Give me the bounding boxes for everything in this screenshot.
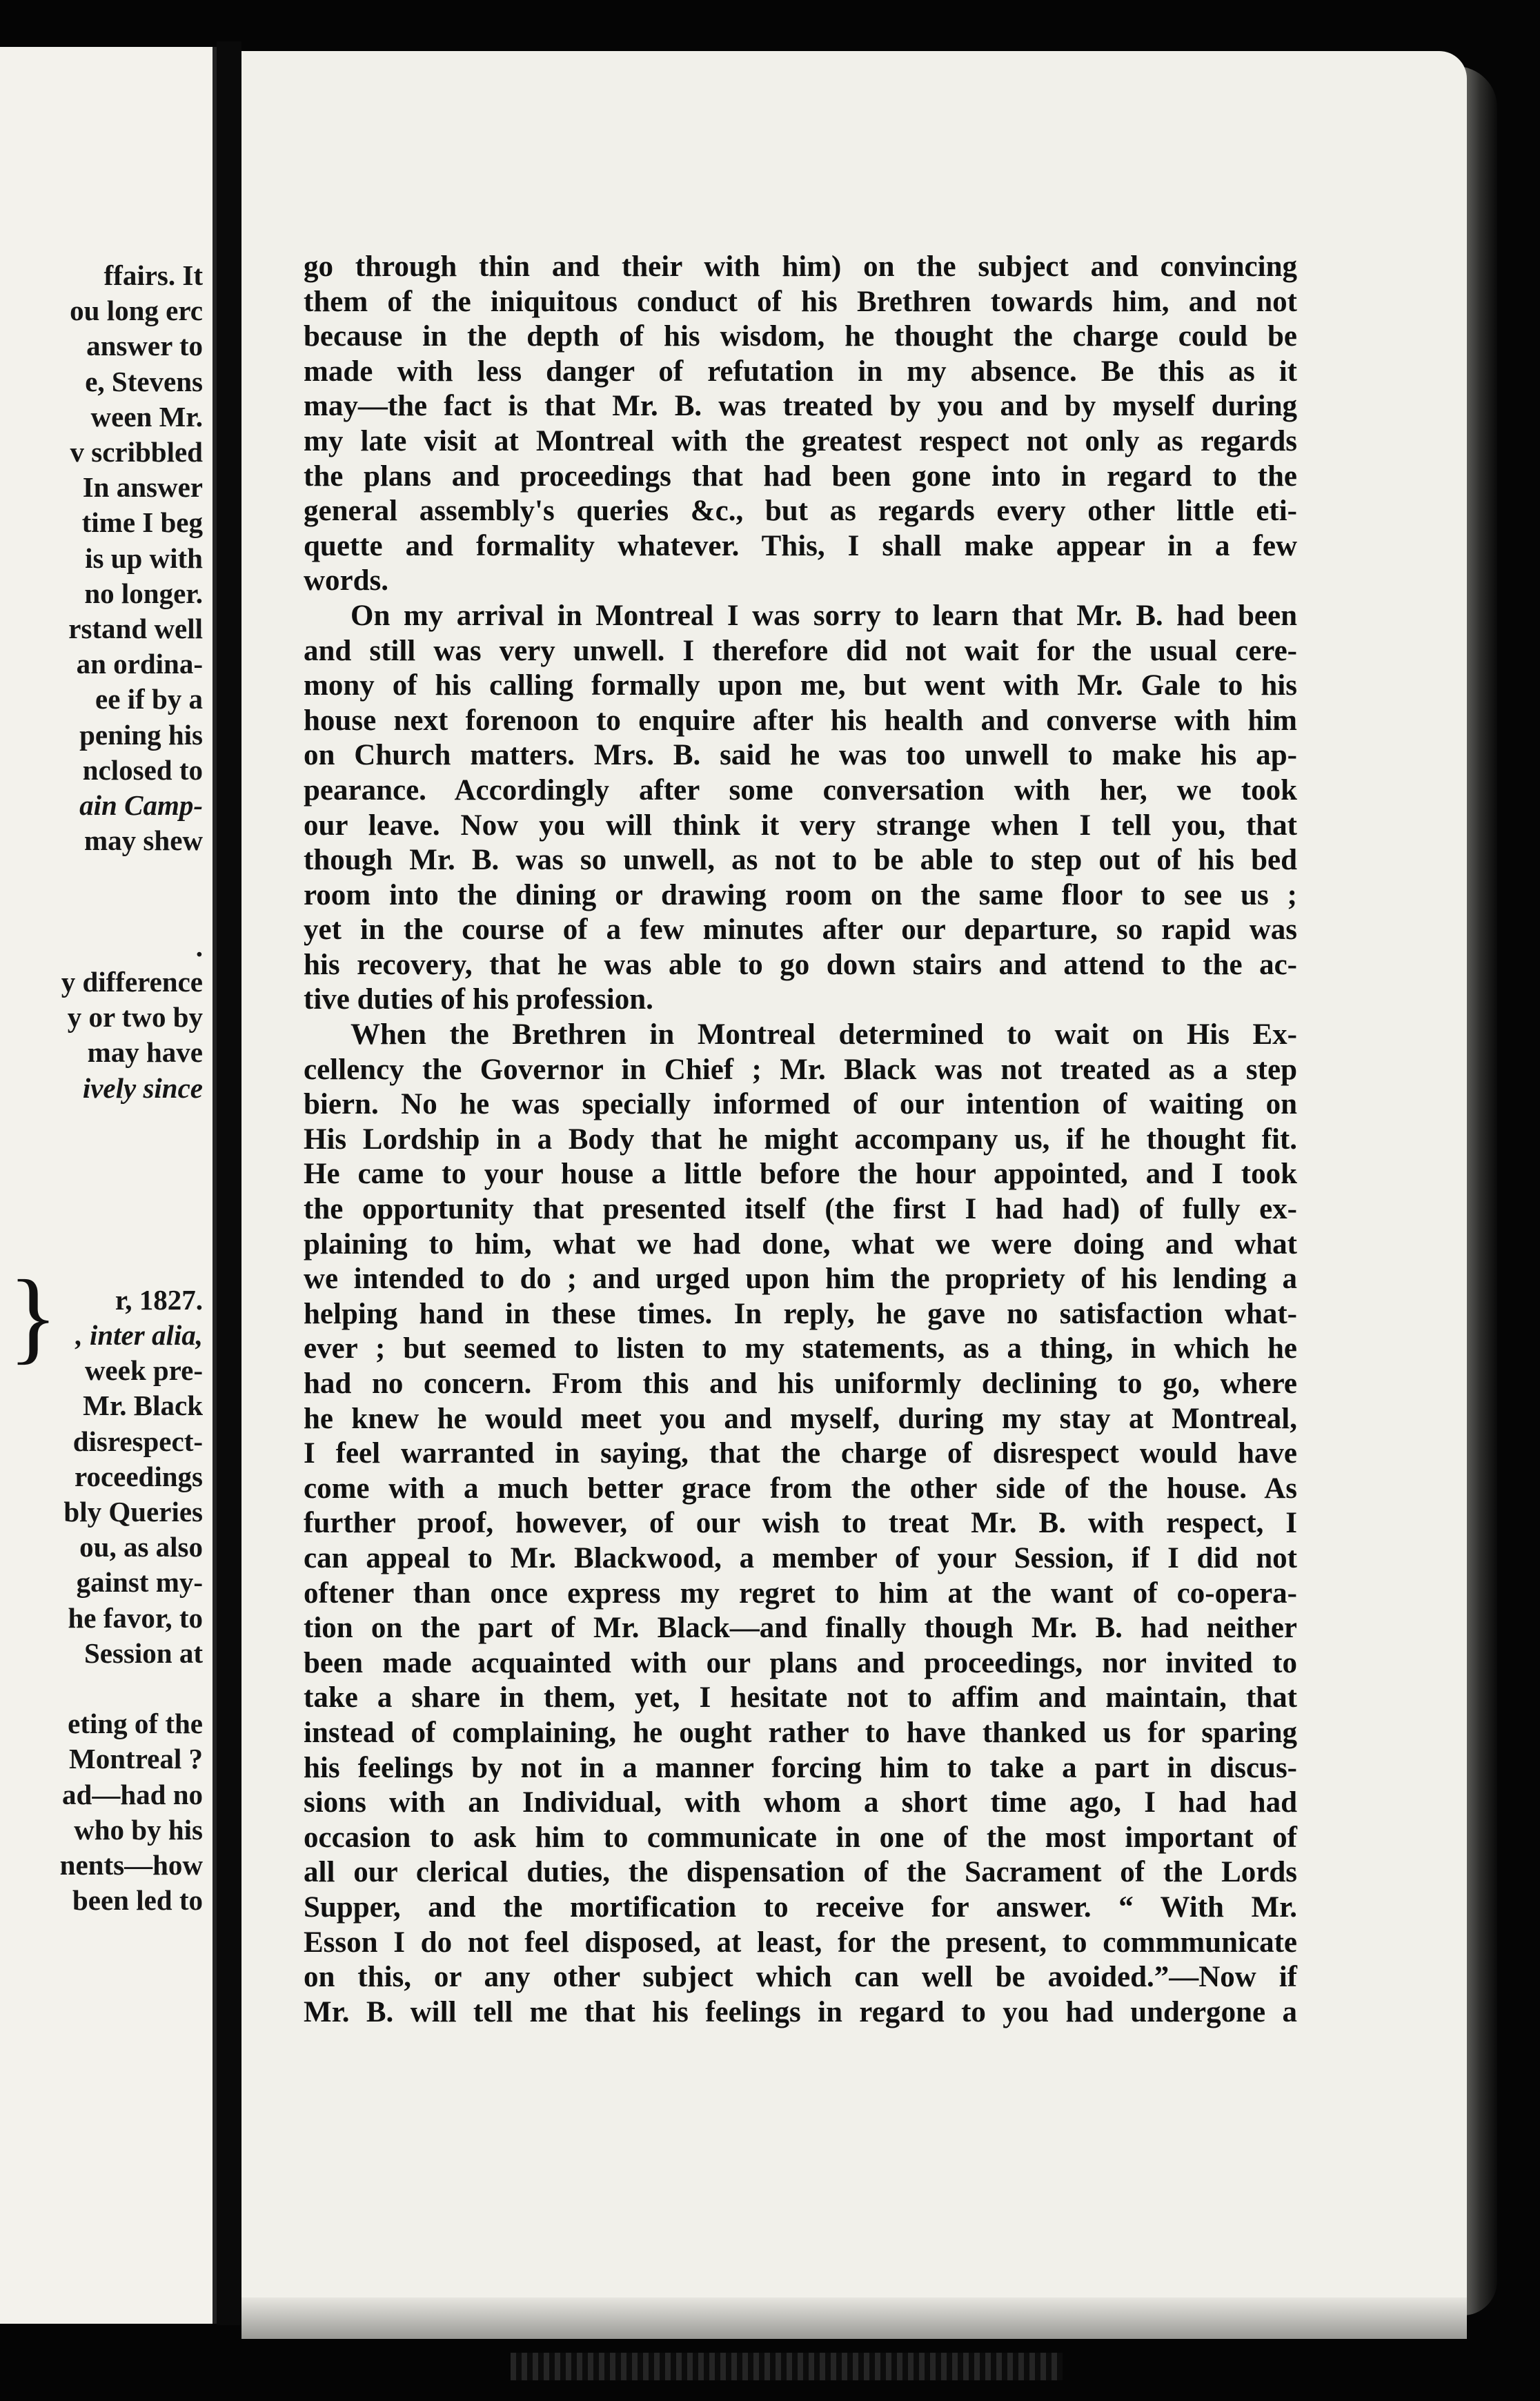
text-line: had no concern. From this and his uniformly declining to go, where xyxy=(304,1367,1297,1400)
text-line: made with less danger of refutation in my absence. Be this as it xyxy=(304,355,1297,388)
text-line: oftener than once express my regret to him at the want of co-opera- xyxy=(304,1577,1297,1610)
paragraph-start-line: When the Brethren in Montreal determined to wait on His Ex- xyxy=(351,1018,1297,1051)
left-page-line: week pre- xyxy=(84,1354,203,1387)
left-page-line: no longer. xyxy=(84,577,203,609)
page-bottom-edge xyxy=(241,2298,1467,2339)
left-page-line: ively since xyxy=(82,1071,203,1104)
text-line: come with a much better grace from the other side of the house. As xyxy=(304,1472,1297,1505)
text-line: on this, or any other subject which can well be avoided.”—Now if xyxy=(304,1961,1297,1994)
left-page-line: y difference xyxy=(61,966,203,998)
paragraph-start-line: On my arrival in Montreal I was sorry to learn that Mr. B. had been xyxy=(351,599,1297,632)
binding-strip xyxy=(511,2353,1063,2380)
text-line: tion on the part of Mr. Black—and finally though Mr. B. had neither xyxy=(304,1612,1297,1645)
left-page-line: ou long erc xyxy=(70,295,203,327)
text-line: room into the dining or drawing room on the same floor to see us ; xyxy=(304,878,1297,911)
left-page-line: gainst my- xyxy=(76,1566,203,1599)
left-page-line: who by his xyxy=(74,1813,203,1846)
text-line: our leave. Now you will think it very strange when I tell you, that xyxy=(304,809,1297,842)
left-page-line: nclosed to xyxy=(82,753,203,786)
left-page-line: ween Mr. xyxy=(90,400,203,433)
text-line: his feelings by not in a manner forcing him to take a part in discus- xyxy=(304,1751,1297,1784)
left-page-line: ffairs. It xyxy=(103,259,203,291)
text-line: words. xyxy=(304,564,389,597)
text-line: the opportunity that presented itself (the first I had had) of fully ex- xyxy=(304,1193,1297,1226)
left-page-line: bly Queries xyxy=(63,1496,203,1528)
left-page-line: disrespect- xyxy=(72,1425,203,1457)
text-line: instead of complaining, he ought rather to have thanked us for sparing xyxy=(304,1716,1297,1749)
left-page-line: answer to xyxy=(86,330,203,362)
text-line: occasion to ask him to communicate in one of the most important of xyxy=(304,1821,1297,1854)
text-line: all our clerical duties, the dispensation of the Sacrament of the Lords xyxy=(304,1856,1297,1889)
left-page-line: r, 1827. xyxy=(115,1283,203,1316)
left-page-line: been led to xyxy=(72,1884,203,1917)
left-page-line: y or two by xyxy=(67,1001,203,1034)
left-page-line: may shew xyxy=(84,824,203,857)
text-line: tive duties of his profession. xyxy=(304,983,653,1016)
text-line: my late visit at Montreal with the greatest respect not only as regards xyxy=(304,424,1297,457)
text-line: ever ; but seemed to listen to my statements, as a thing, in which he xyxy=(304,1332,1297,1365)
left-page-line: Mr. Black xyxy=(83,1390,203,1422)
left-page-line: , inter alia, xyxy=(75,1319,203,1351)
text-line: can appeal to Mr. Blackwood, a member of your Session, if I did not xyxy=(304,1541,1297,1574)
text-line: he knew he would meet you and myself, during my stay at Montreal, xyxy=(304,1402,1297,1435)
left-page-line: an ordina- xyxy=(76,648,203,680)
left-page-line: . xyxy=(195,930,203,962)
text-line: I feel warranted in saying, that the charge of disrespect would have xyxy=(304,1437,1297,1470)
text-line: we intended to do ; and urged upon him the propriety of his lending a xyxy=(304,1263,1297,1296)
text-line: mony of his calling formally upon me, but went with Mr. Gale to his xyxy=(304,669,1297,702)
text-line: cellency the Governor in Chief ; Mr. Black was not treated as a step xyxy=(304,1053,1297,1086)
left-page-line: ad—had no xyxy=(62,1778,203,1810)
left-page-line: ou, as also xyxy=(79,1531,203,1563)
left-page xyxy=(0,47,217,2324)
left-page-line: ain Camp- xyxy=(79,789,203,821)
text-line: his recovery, that he was able to go down stairs and attend to the ac- xyxy=(304,948,1297,981)
left-page-line: rstand well xyxy=(68,613,203,644)
text-line: further proof, however, of our wish to treat Mr. B. with respect, I xyxy=(304,1507,1297,1540)
text-line: plaining to him, what we had done, what we were doing and what xyxy=(304,1227,1297,1261)
text-line: go through thin and their with him) on the subject and convincing xyxy=(304,250,1297,283)
text-line: because in the depth of his wisdom, he thought the charge could be xyxy=(304,320,1297,353)
text-line: house next forenoon to enquire after his health and converse with him xyxy=(304,704,1297,737)
left-page-line: may have xyxy=(87,1036,203,1069)
left-page-line: nents—how xyxy=(59,1849,203,1881)
text-line: on Church matters. Mrs. B. said he was too unwell to make his ap- xyxy=(304,739,1297,772)
text-line: Esson I do not feel disposed, at least, for the present, to commmunicate xyxy=(304,1926,1297,1959)
book-gutter xyxy=(217,41,241,2325)
left-page-line: he favor, to xyxy=(68,1601,203,1634)
text-line: biern. No he was specially informed of our intention of waiting on xyxy=(304,1088,1297,1121)
text-line: helping hand in these times. In reply, he gave no satisfaction what- xyxy=(304,1297,1297,1330)
text-line: general assembly's queries &c., but as regards every other little eti- xyxy=(304,495,1297,528)
left-page-line: roceedings xyxy=(74,1460,203,1492)
left-page-line: v scribbled xyxy=(70,436,203,468)
text-line: been made acquainted with our plans and proceedings, nor invited to xyxy=(304,1646,1297,1679)
text-line: the plans and proceedings that had been gone into in regard to the xyxy=(304,460,1297,493)
left-page-line: time I beg xyxy=(81,506,203,539)
text-line: Supper, and the mortification to receive for answer. “ With Mr. xyxy=(304,1890,1297,1924)
text-line: them of the iniquitous conduct of his Brethren towards him, and not xyxy=(304,285,1297,318)
text-line: though Mr. B. was so unwell, as not to be able to step out of his bed xyxy=(304,844,1297,877)
left-page-line: ee if by a xyxy=(95,683,203,715)
brace-mark: } xyxy=(8,1259,58,1374)
left-page-line: pening his xyxy=(79,718,203,751)
text-line: He came to your house a little before the hour appointed, and I took xyxy=(304,1158,1297,1191)
text-line: may—the fact is that Mr. B. was treated by you and by myself during xyxy=(304,390,1297,423)
text-line: Mr. B. will tell me that his feelings in regard to you had undergone a xyxy=(304,1995,1297,2028)
left-page-line: Session at xyxy=(83,1637,203,1669)
text-line: sions with an Individual, with whom a short time ago, I had had xyxy=(304,1786,1297,1819)
left-page-line: In answer xyxy=(82,471,203,504)
text-line: take a share in them, yet, I hesitate not to affim and maintain, that xyxy=(304,1681,1297,1715)
left-page-line: Montreal ? xyxy=(69,1743,203,1775)
body-text xyxy=(304,250,1297,2030)
text-line: quette and formality whatever. This, I shall make appear in a few xyxy=(304,529,1297,562)
text-line: yet in the course of a few minutes after our departure, so rapid was xyxy=(304,913,1297,947)
left-page-line: is up with xyxy=(85,542,203,574)
text-line: His Lordship in a Body that he might accompany us, if he thought fit. xyxy=(304,1123,1297,1156)
left-page-line: e, Stevens xyxy=(85,365,203,397)
left-page-line: eting of the xyxy=(68,1708,203,1740)
text-line: pearance. Accordingly after some conversation with her, we took xyxy=(304,773,1297,807)
text-line: and still was very unwell. I therefore did not wait for the usual cere- xyxy=(304,634,1297,667)
